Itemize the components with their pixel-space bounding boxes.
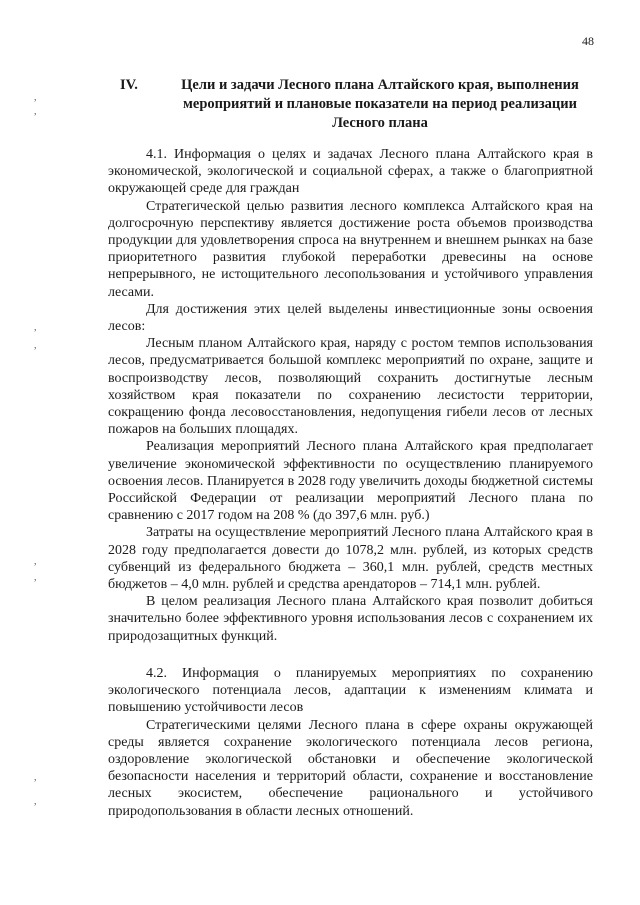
document-body [108,146,593,820]
paragraph-investment-zones: Для достижения этих целей выделены инвестиционные зоны освоения лесов: [108,301,593,335]
section-number: IV. [120,77,138,93]
margin-mark: , [34,556,37,567]
subsection-4-1-heading: 4.1. Информация о целях и задачах Лесного плана Алтайского края в экономической, экологической и социальной сферах, а также о благоприятной окружающей среде для граждан [108,147,593,197]
paragraph-economic-efficiency: Реализация мероприятий Лесного плана Алтайского края предполагает увеличение экономической эффективности по осуществлению планируемого освоения лесов. Планируется в 2028 году увеличить доходы бюджетной системы Российской Федерации от реализации мероприятий Лесного плана по сравнению с 2017 годом на 208 % (до 397,6 млн. руб.) [108,439,593,524]
page-number: 48 [582,34,594,48]
paragraph-strategic-goal: Стратегической целью развития лесного комплекса Алтайского края на долгосрочную перспективу является достижение роста объемов производства продукции для удовлетворения спроса на внутреннем и внешнем рынках на базе приоритетного развития глубокой переработки древесины на основе непрерывного, не истощительного лесопользования и устойчивого управления лесами. [108,198,593,300]
paragraph-forest-protection: Лесным планом Алтайского края, наряду с ростом темпов использования лесов, предусматривается большой комплекс мероприятий по охране, защите и воспроизводству лесов, позволяющий сохранить достигнутые лесным хозяйством края показатели по сохранению лесистости территории, сокращению фонда лесовосстановления, недопущения гибели лесов от лесных пожаров на больших площадях. [108,336,593,438]
margin-mark: , [34,340,37,351]
paragraph-costs: Затраты на осуществление мероприятий Лесного плана Алтайского края в 2028 году предполагается довести до 1078,2 млн. рублей, из которых средств субвенций из федерального бюджета – 360,1 млн. рублей, средств местных бюджетов – 4,0 млн. рублей и средства арендаторов – 714,1 млн. рублей. [108,525,593,593]
margin-mark: , [34,796,37,807]
margin-mark: , [34,772,37,783]
subsection-4-2-heading: 4.2. Информация о планируемых мероприятиях по сохранению экологического потенциала лесов, адаптации к изменениям климата и повышению устойчивости лесов [108,665,593,716]
margin-mark: , [34,572,37,583]
margin-mark: , [34,92,37,103]
paragraph-conclusion: В целом реализация Лесного плана Алтайского края позволит добиться значительно более эффективного уровня использования лесов с сохранением их природозащитных функций. [108,594,593,644]
margin-mark: , [34,106,37,117]
paragraph-ecological-goals: Стратегическими целями Лесного плана в сфере охраны окружающей среды является сохранение экологического потенциала лесов региона, оздоровление экологической обстановки и обеспечение экологической безопасности населения и территорий области, сохранение и восстановление лесных экосистем, обеспечение рационального и устойчивого природопользования в области лесных отношений. [108,717,593,819]
section-title: Цели и задачи Лесного плана Алтайского края, выполнения мероприятий и плановые показатели на период реализации Лесного плана [181,77,579,131]
section-heading [120,76,590,133]
margin-mark: , [34,322,37,333]
